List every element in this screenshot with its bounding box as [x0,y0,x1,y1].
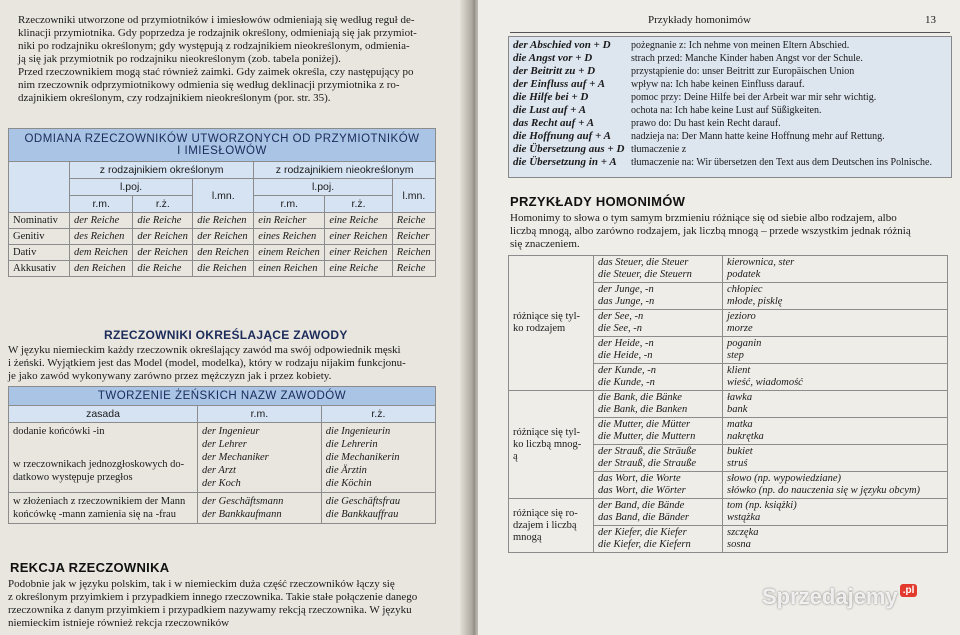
text-line: niemieckim istnieje również rekcja rzeczowników [8,617,230,629]
table-row: der Strauß, die Sträuße der Strauß, die Strauße bukiet struś [509,445,948,472]
list-item: die Übersetzung in + A tłumaczenie na: Wir übersetzen den Text aus dem Deutschen ins Polnische. [513,156,932,168]
text-line: i żeński. Wyjątkiem jest das Model (model, modelka), który w rodzaju nijakim funkcjonu- [8,357,406,369]
rule-text: końcówkę -mann zamienia się na -frau [13,509,176,520]
table-row: Nominativ der Reiche die Reiche die Reichen ein Reicher eine Reiche Reiche [9,213,436,229]
text-line: Rzeczowniki utworzone od przymiotników i imiesłowów odmieniają się według reguł de- [18,14,415,26]
text-line: je jako zawód wykonywany zarówno przez mężczyzn jak i przez kobiety. [8,370,332,382]
rule-text: dodanie końcówki -in [13,426,105,437]
case-name: Nominativ [9,213,70,229]
text-line: z określonym przyimkiem i przypadkiem innego rzeczownika. Takie stałe połączenie danego [8,591,418,603]
header-masculine: r.m. [198,406,322,423]
declension-table [8,128,436,277]
table-row: różniące się tyl- ko liczbą mnog- ą die Bank, die Bänke die Bank, die Banken ławka bank [509,391,948,418]
table-row: die Mutter, die Mütter die Mutter, die Muttern matka nakrętka [509,418,948,445]
table-row: der Heide, -n die Heide, -n poganin step [509,337,948,364]
header-masculine: r.m. [70,196,133,213]
text-line: liczbą mnogą, albo zarówno rodzajem, jak liczbą mnogą – przede wszystkim jednak różnią [510,225,911,237]
text-line: ją się jak przymiotnik po rodzajniku nieokreślonym (zob. tabela poniżej). [18,53,341,65]
table-row: das Wort, die Worte das Wort, die Wörter słowo (np. wypowiedziane) słówko (np. do nauczenia się w języku obcym) [509,472,948,499]
header-feminine: r.ż. [325,196,392,213]
list-item: die Hoffnung auf + A nadzieja na: Der Mann hatte keine Hoffnung mehr auf Rettung. [513,130,885,142]
case-name: Akkusativ [9,261,70,277]
table-row: der Kiefer, die Kiefer die Kiefer, die Kiefern szczęka sosna [509,526,948,553]
category-cell: różniące się ro- dzajem i liczbą mnogą [509,499,594,553]
table-row: Dativ dem Reichen der Reichen den Reichen einem Reichen einer Reichen Reichen [9,245,436,261]
professions-paragraph [8,344,436,383]
intro-paragraph [18,14,436,105]
list-item: der Einfluss auf + A wpływ na: Ich habe keinen Einfluss darauf. [513,78,805,90]
feminine-table-title: TWORZENIE ŻEŃSKICH NAZW ZAWODÓW [9,387,436,406]
group-header-indefinite: z rodzajnikiem nieokreślonym [254,162,436,179]
rule-text: datkowo występuje przegłos [13,472,133,483]
header-masculine: r.m. [254,196,325,213]
header-singular: l.poj. [70,179,193,196]
section-title-homonyms: PRZYKŁADY HOMONIMÓW [510,194,686,209]
preposition-list [508,36,952,178]
header-feminine: r.ż. [321,406,435,423]
homonyms-paragraph [510,212,950,251]
text-line: klinacji przymiotnika. Gdy poprzedza je rodzajnik określony, odmieniają się jak przymiot- [18,27,417,39]
running-head: Przykłady homonimów [648,14,751,26]
text-line: Homonimy to słowa o tym samym brzmieniu różniące się od siebie albo rodzajem, albo [510,212,897,224]
list-item: das Recht auf + A prawo do: Du hast kein Recht darauf. [513,117,781,129]
category-cell: różniące się tyl- ko rodzajem [509,256,594,391]
group-header-definite: z rodzajnikiem określonym [70,162,254,179]
table-row: Akkusativ den Reichen die Reiche die Reichen einen Reichen eine Reiche Reiche [9,261,436,277]
table-row: der Junge, -n das Junge, -n chłopiec młode, pisklę [509,283,948,310]
table-row: dodanie końcówki -in w rzeczownikach jednozgłoskowych do- datkowo występuje przegłos der Ingenieur der Lehrer der Mechaniker der Arzt der Koch die Ingenieurin die Lehrerin die Mechanikerin die Ärztin die Köchin [9,423,436,493]
header-rule-line [510,32,950,33]
list-item: der Beitritt zu + D przystąpienie do: unser Beitritt zur Europäischen Union [513,65,855,77]
text-line: nim rzeczownik odprzymiotnikowy odmienia się według deklinacji przymiotnika z ro- [18,79,400,91]
text-line: rzeczownika z danym przyimkiem i przypadkiem nazywamy rekcją rzeczownika. W języku [8,604,412,616]
header-rule: zasada [9,406,198,423]
homonyms-table [508,255,948,553]
table-row: der See, -n die See, -n jezioro morze [509,310,948,337]
category-cell: różniące się tyl- ko liczbą mnog- ą [509,391,594,499]
table-row: der Kunde, -n die Kunde, -n klient wieść, wiadomość [509,364,948,391]
table-row: różniące się ro- dzajem i liczbą mnogą der Band, die Bände das Band, die Bänder tom (np. książki) wstążka [509,499,948,526]
right-page [478,0,960,635]
table-row: w złożeniach z rzeczownikiem der Mann końcówkę -mann zamienia się na -frau der Geschäftsmann der Bankkaufmann die Geschäftsfrau die Bankkauffrau [9,493,436,524]
section-title-professions: RZECZOWNIKI OKREŚLAJĄCE ZAWODY [104,328,348,342]
noun-government-paragraph [8,578,436,630]
header-singular: l.poj. [254,179,393,196]
list-item: der Abschied von + D pożegnanie z: Ich nehme von meinen Eltern Abschied. [513,39,850,51]
list-item: die Hilfe bei + D pomoc przy: Deine Hilfe bei der Arbeit war mir sehr wichtig. [513,91,877,103]
header-feminine: r.ż. [133,196,193,213]
list-item: die Übersetzung aus + D tłumaczenie z [513,143,687,155]
text-line: dzajnikiem określonym, czy rodzajnikiem nieokreślonym (por. str. 35). [18,92,331,104]
left-page [0,0,470,635]
list-item: die Angst vor + D strach przed: Manche Kinder haben Angst vor der Schule. [513,52,863,64]
table-row: różniące się tyl- ko rodzajem das Steuer, die Steuer die Steuer, die Steuern kierownica, ster podatek [509,256,948,283]
text-line: Podobnie jak w języku polskim, tak i w niemieckim duża część rzeczowników łączy się [8,578,395,590]
table-row: Genitiv des Reichen der Reichen der Reichen eines Reichen einer Reichen Reicher [9,229,436,245]
watermark-logo: Sprzedajemy .pl [762,584,917,610]
case-name: Dativ [9,245,70,261]
case-name: Genitiv [9,229,70,245]
feminine-professions-table [8,386,436,524]
text-line: niki po rodzajniku określonym; gdy występują z rodzajnikiem nieokreślonym, odmienia- [18,40,410,52]
page-number: 13 [925,14,936,26]
rule-text: w rzeczownikach jednozgłoskowych do- [13,459,185,470]
text-line: Przed rzeczownikiem mogą stać również zaimki. Gdy zaimek określa, czy następujący po [18,66,414,78]
section-title-noun-government: REKCJA RZECZOWNIKA [10,560,170,575]
list-item: die Lust auf + A ochota na: Ich habe keine Lust auf Süßigkeiten. [513,104,822,116]
header-plural: l.mn. [193,179,254,213]
text-line: się znaczeniem. [510,238,580,250]
text-line: W języku niemieckim każdy rzeczownik określający zawód ma swój odpowiednik męski [8,344,401,356]
header-plural: l.mn. [392,179,435,213]
rule-text: w złożeniach z rzeczownikiem der Mann [13,496,186,507]
declension-table-title: ODMIANA RZECZOWNIKÓW UTWORZONYCH OD PRZYMIOTNIKÓW I IMIESŁOWÓW [9,129,436,162]
